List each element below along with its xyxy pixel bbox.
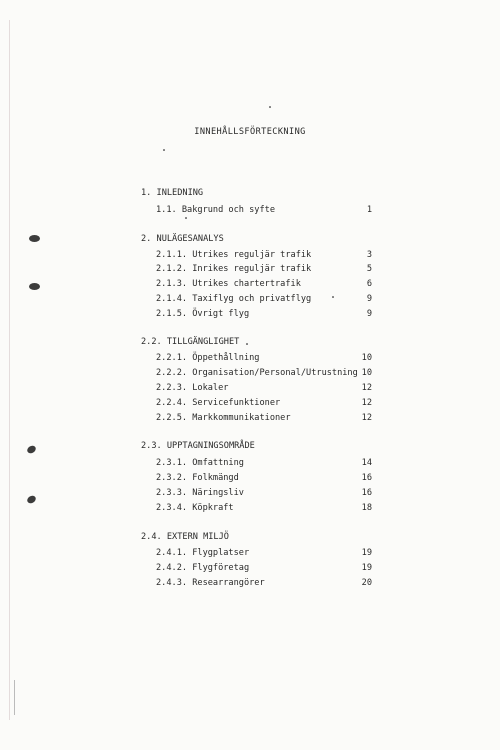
toc-item-label: 2.2.4. Servicefunktioner bbox=[156, 398, 281, 408]
section-heading-nulagesanalys: 2. NULÄGESANALYS bbox=[141, 234, 224, 244]
toc-item-page: 19 bbox=[361, 563, 372, 573]
toc-item-label: 2.2.2. Organisation/Personal/Utrustning bbox=[156, 368, 358, 378]
speck bbox=[163, 149, 165, 151]
toc-item-page: 5 bbox=[366, 264, 372, 274]
toc-item-label: 2.3.3. Näringsliv bbox=[156, 488, 244, 498]
toc-item-label: 2.1.2. Inrikes reguljär trafik bbox=[156, 264, 312, 274]
toc-item-label: 2.3.4. Köpkraft bbox=[156, 503, 234, 513]
toc-item-label: 2.1.3. Utrikes chartertrafik bbox=[156, 279, 301, 289]
toc-item-label: 2.4.1. Flygplatser bbox=[156, 548, 250, 558]
toc-item-label: 2.3.1. Omfattning bbox=[156, 458, 244, 468]
toc-item-label: 2.1.1. Utrikes reguljär trafik bbox=[156, 250, 312, 260]
speck bbox=[332, 296, 334, 298]
toc-item-page: 10 bbox=[361, 368, 372, 378]
toc-item-label: 2.4.3. Researrangörer bbox=[156, 578, 265, 588]
toc-item-page: 16 bbox=[361, 488, 372, 498]
toc-item-page: 14 bbox=[361, 458, 372, 468]
toc-item-label: 2.4.2. Flygföretag bbox=[156, 563, 250, 573]
toc-item-page: 12 bbox=[361, 383, 372, 393]
toc-item-page: 6 bbox=[366, 279, 372, 289]
toc-item-page: 12 bbox=[361, 413, 372, 423]
toc-item-page: 19 bbox=[361, 548, 372, 558]
toc-item-label: 2.1.5. Övrigt flyg bbox=[156, 309, 250, 319]
toc-item-label: 2.1.4. Taxiflyg och privatflyg bbox=[156, 294, 312, 304]
punch-hole-mark bbox=[26, 444, 37, 455]
speck bbox=[185, 217, 187, 219]
section-heading-inledning: 1. INLEDNING bbox=[141, 188, 204, 198]
speck bbox=[269, 106, 271, 108]
speck bbox=[246, 343, 248, 345]
toc-item-page: 9 bbox=[366, 294, 372, 304]
toc-item-page: 20 bbox=[361, 578, 372, 588]
toc-item-page: 10 bbox=[361, 353, 372, 363]
toc-item-label: 2.2.1. Öppethållning bbox=[156, 353, 260, 363]
toc-title: INNEHÅLLSFÖRTECKNING bbox=[194, 127, 306, 137]
punch-hole-mark bbox=[29, 235, 40, 242]
toc-item-label: 2.2.3. Lokaler bbox=[156, 383, 229, 393]
page-edge-mark bbox=[14, 680, 15, 715]
toc-item-page: 12 bbox=[361, 398, 372, 408]
toc-item-page: 16 bbox=[361, 473, 372, 483]
toc-item-label: 1.1. Bakgrund och syfte bbox=[156, 205, 275, 215]
toc-item-page: 1 bbox=[366, 205, 372, 215]
toc-item-label: 2.2.5. Markkommunikationer bbox=[156, 413, 291, 423]
section-heading-tillganglighet: 2.2. TILLGÄNGLIGHET bbox=[141, 337, 240, 347]
toc-item-page: 3 bbox=[366, 250, 372, 260]
section-heading-extern-miljo: 2.4. EXTERN MILJÖ bbox=[141, 532, 229, 542]
toc-item-page: 9 bbox=[366, 309, 372, 319]
punch-hole-mark bbox=[26, 494, 37, 505]
punch-hole-mark bbox=[29, 283, 40, 290]
toc-item-page: 18 bbox=[361, 503, 372, 513]
section-heading-upptagningsomrade: 2.3. UPPTAGNINGSOMRÅDE bbox=[141, 441, 255, 451]
toc-item-label: 2.3.2. Folkmängd bbox=[156, 473, 239, 483]
page-edge-shadow bbox=[9, 20, 10, 720]
